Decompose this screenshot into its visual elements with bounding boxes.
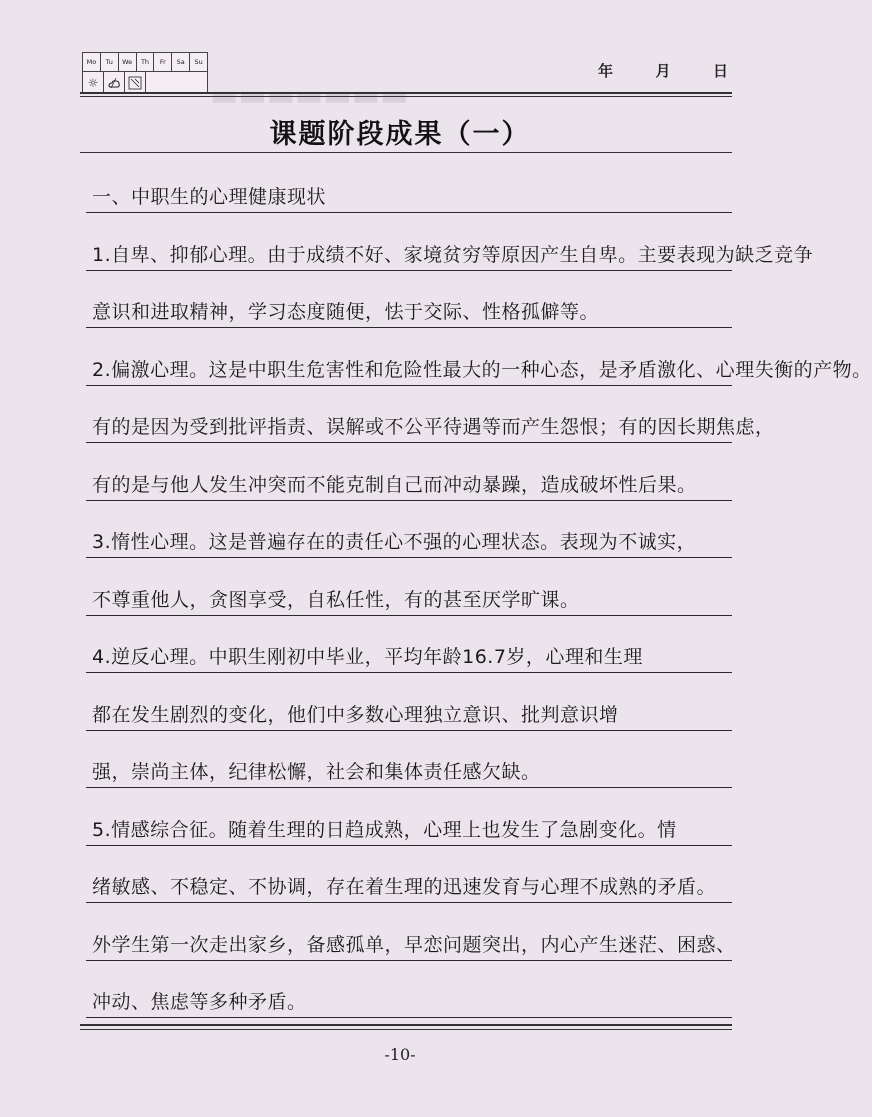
handwritten-line-text: 有的是与他人发生冲突而不能克制自己而冲动暴躁，造成破坏性后果。: [92, 473, 697, 496]
weekday-row: [83, 53, 207, 72]
cloud-sun-icon: [104, 72, 125, 93]
page-number: -10-: [384, 1045, 416, 1064]
weekday-we: We: [119, 53, 137, 71]
page-title: 课题阶段成果（一）: [269, 119, 531, 150]
month-label: 月: [655, 62, 671, 80]
sun-icon: ☼: [83, 72, 104, 93]
handwritten-line-text: 有的是因为受到批评指责、误解或不公平待遇等而产生怨恨；有的因长期焦虑，: [92, 416, 775, 438]
year-label: 年: [598, 62, 614, 80]
weekday-th: Th: [137, 53, 155, 71]
handwritten-line-text: 都在发生剧烈的变化，他们中多数心理独立意识、批判意识增: [92, 703, 619, 726]
date-labels: [598, 60, 728, 81]
handwritten-line-text: 3.惰性心理。这是普遍存在的责任心不强的心理状态。表现为不诚实，: [92, 531, 697, 553]
header-rule: [80, 92, 732, 94]
bleed-through-text: ▬▬▬▬▬▬▬: [210, 78, 409, 113]
weather-row: [83, 72, 207, 93]
weekday-weather-box: [82, 52, 208, 94]
handwritten-line-text: 冲动、焦虑等多种矛盾。: [92, 991, 307, 1013]
handwritten-line-text: 一、中职生的心理健康现状: [92, 186, 327, 208]
weekday-sa: Sa: [172, 53, 190, 71]
weekday-tu: Tu: [101, 53, 119, 71]
weekday-mo: Mo: [83, 53, 101, 71]
footer-rule-thin: [80, 1029, 732, 1030]
weekday-su: Su: [194, 58, 203, 66]
weekday-fr: Fr: [154, 53, 172, 71]
header-rule-thin: [80, 96, 732, 97]
handwritten-line-text: 2.偏激心理。这是中职生危害性和危险性最大的一种心态，是矛盾激化、心理失衡的产物。: [92, 358, 872, 381]
title-rule: [80, 152, 732, 153]
day-label: 日: [712, 62, 728, 80]
footer-rule: [80, 1024, 732, 1026]
handwritten-line-text: 1.自卑、抑郁心理。由于成绩不好、家境贫穷等原因产生自卑。主要表现为缺乏竞争: [92, 243, 814, 266]
handwritten-line-text: 强，崇尚主体，纪律松懈，社会和集体责任感欠缺。: [92, 761, 541, 783]
handwritten-line-text: 意识和进取精神，学习态度随便，怯于交际、性格孤僻等。: [92, 301, 600, 323]
handwritten-line-text: 绪敏感、不稳定、不协调，存在着生理的迅速发育与心理不成熟的矛盾。: [92, 876, 717, 898]
handwritten-line-text: 5.情感综合征。随着生理的日趋成熟，心理上也发生了急剧变化。情: [92, 818, 677, 841]
handwritten-line-text: 外学生第一次走出家乡，备感孤单，早恋问题突出，内心产生迷茫、困惑、: [92, 933, 736, 956]
rain-icon: [125, 72, 146, 93]
handwritten-line-text: 不尊重他人，贪图享受，自私任性，有的甚至厌学旷课。: [92, 588, 580, 611]
handwritten-line-text: 4.逆反心理。中职生刚初中毕业，平均年龄16.7岁，心理和生理: [92, 646, 643, 668]
